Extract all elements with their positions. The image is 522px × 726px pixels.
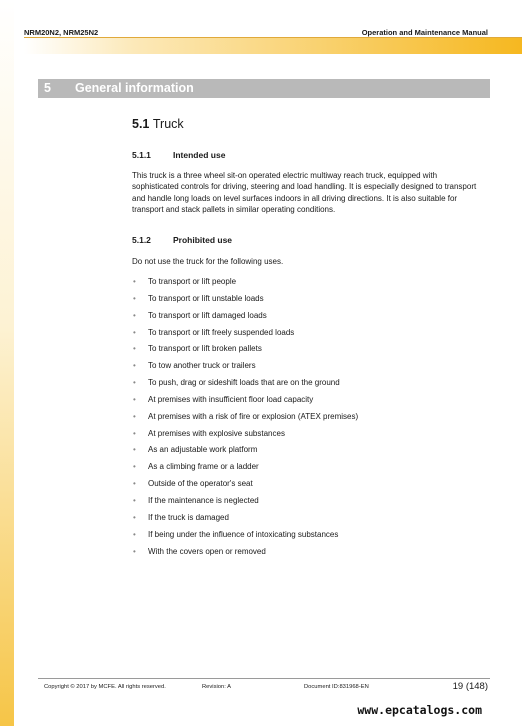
list-item-text: As an adjustable work platform: [148, 445, 258, 455]
bullet-icon: •: [133, 445, 136, 455]
bullet-icon: •: [133, 310, 136, 320]
header-model: NRM20N2, NRM25N2: [24, 28, 99, 37]
list-item: [132, 493, 358, 510]
subsection-number: 5.1.1: [132, 150, 151, 160]
list-item-text: At premises with a risk of fire or explosion (ATEX premises): [148, 411, 359, 421]
list-item-text: At premises with insufficient floor load capacity: [148, 394, 314, 404]
footer-revision: Revision: A: [202, 684, 231, 690]
list-item: [132, 409, 358, 426]
list-item-text: Outside of the operator's seat: [148, 479, 253, 489]
bullet-icon: •: [133, 512, 136, 522]
bullet-icon: •: [133, 411, 136, 421]
bullet-icon: •: [133, 546, 136, 556]
list-item: [132, 291, 358, 308]
list-item-text: To transport or lift damaged loads: [148, 310, 267, 320]
list-item: [132, 325, 358, 342]
bullet-icon: •: [133, 495, 136, 505]
footer-rule: [38, 678, 490, 679]
list-item: [132, 544, 358, 561]
subsection-intended-use-heading: [132, 150, 225, 160]
list-item-text: To transport or lift unstable loads: [148, 293, 264, 303]
bullet-icon: •: [133, 327, 136, 337]
list-item-text: With the covers open or removed: [148, 546, 266, 556]
bullet-icon: •: [133, 462, 136, 472]
list-item: [132, 375, 358, 392]
list-item-text: To transport or lift freely suspended loads: [148, 327, 295, 337]
prohibited-use-intro: Do not use the truck for the following uses.: [132, 257, 284, 266]
watermark-url: www.epcatalogs.com: [357, 703, 482, 717]
bullet-icon: •: [133, 277, 136, 286]
header-color-band: [24, 38, 522, 54]
footer-page-number: 19 (148): [452, 681, 488, 692]
list-item-text: To push, drag or sideshift loads that are on the ground: [148, 378, 340, 388]
side-color-band: [0, 0, 14, 726]
list-item: [132, 358, 358, 375]
list-item-text: To tow another truck or trailers: [148, 361, 256, 371]
section-number: 5.1: [132, 117, 150, 131]
bullet-icon: •: [133, 344, 136, 354]
footer-document-id: Document ID:831968-EN: [304, 684, 369, 690]
list-item: [132, 476, 358, 493]
subsection-title: Intended use: [173, 150, 226, 160]
list-item-text: If being under the influence of intoxicating substances: [148, 529, 339, 539]
bullet-icon: •: [133, 529, 136, 539]
list-item: [132, 459, 358, 476]
list-item-text: At premises with explosive substances: [148, 428, 285, 438]
list-item-text: If the truck is damaged: [148, 512, 229, 522]
bullet-icon: •: [133, 378, 136, 388]
section-title: Truck: [152, 117, 184, 131]
bullet-icon: •: [133, 428, 136, 438]
bullet-icon: •: [133, 394, 136, 404]
list-item: [132, 274, 358, 291]
header-manual-title: Operation and Maintenance Manual: [361, 28, 488, 37]
list-item-text: As a climbing frame or a ladder: [148, 462, 259, 472]
list-item-text: To transport or lift broken pallets: [148, 344, 262, 354]
list-item: [132, 442, 358, 459]
list-item: [132, 426, 358, 443]
section-heading: [132, 117, 184, 131]
bullet-icon: •: [133, 293, 136, 303]
subsection-number: 5.1.2: [132, 235, 151, 245]
list-item-text: To transport or lift people: [148, 277, 237, 286]
list-item: [132, 510, 358, 527]
list-item: [132, 308, 358, 325]
chapter-number: 5: [44, 81, 51, 95]
intended-use-paragraph: This truck is a three wheel sit-on operated electric multiway reach truck, equipped with sophisticated controls for driving, steering and load handling. It is especially designed to transport and handle long loads on level surfaces indoors in all driving directions. It is also suitable for transport and stack pallets in similar operating conditions.: [132, 171, 477, 215]
prohibited-use-list: [132, 274, 358, 560]
subsection-prohibited-use-heading: [132, 235, 232, 245]
subsection-title: Prohibited use: [173, 235, 233, 245]
chapter-title: General information: [75, 81, 194, 95]
list-item: [132, 341, 358, 358]
bullet-icon: •: [133, 479, 136, 489]
footer-copyright: Copyright © 2017 by MCFE. All rights reserved.: [44, 684, 166, 690]
list-item: [132, 527, 358, 544]
list-item-text: If the maintenance is neglected: [148, 495, 259, 505]
bullet-icon: •: [133, 361, 136, 371]
list-item: [132, 392, 358, 409]
chapter-heading: [38, 79, 490, 98]
